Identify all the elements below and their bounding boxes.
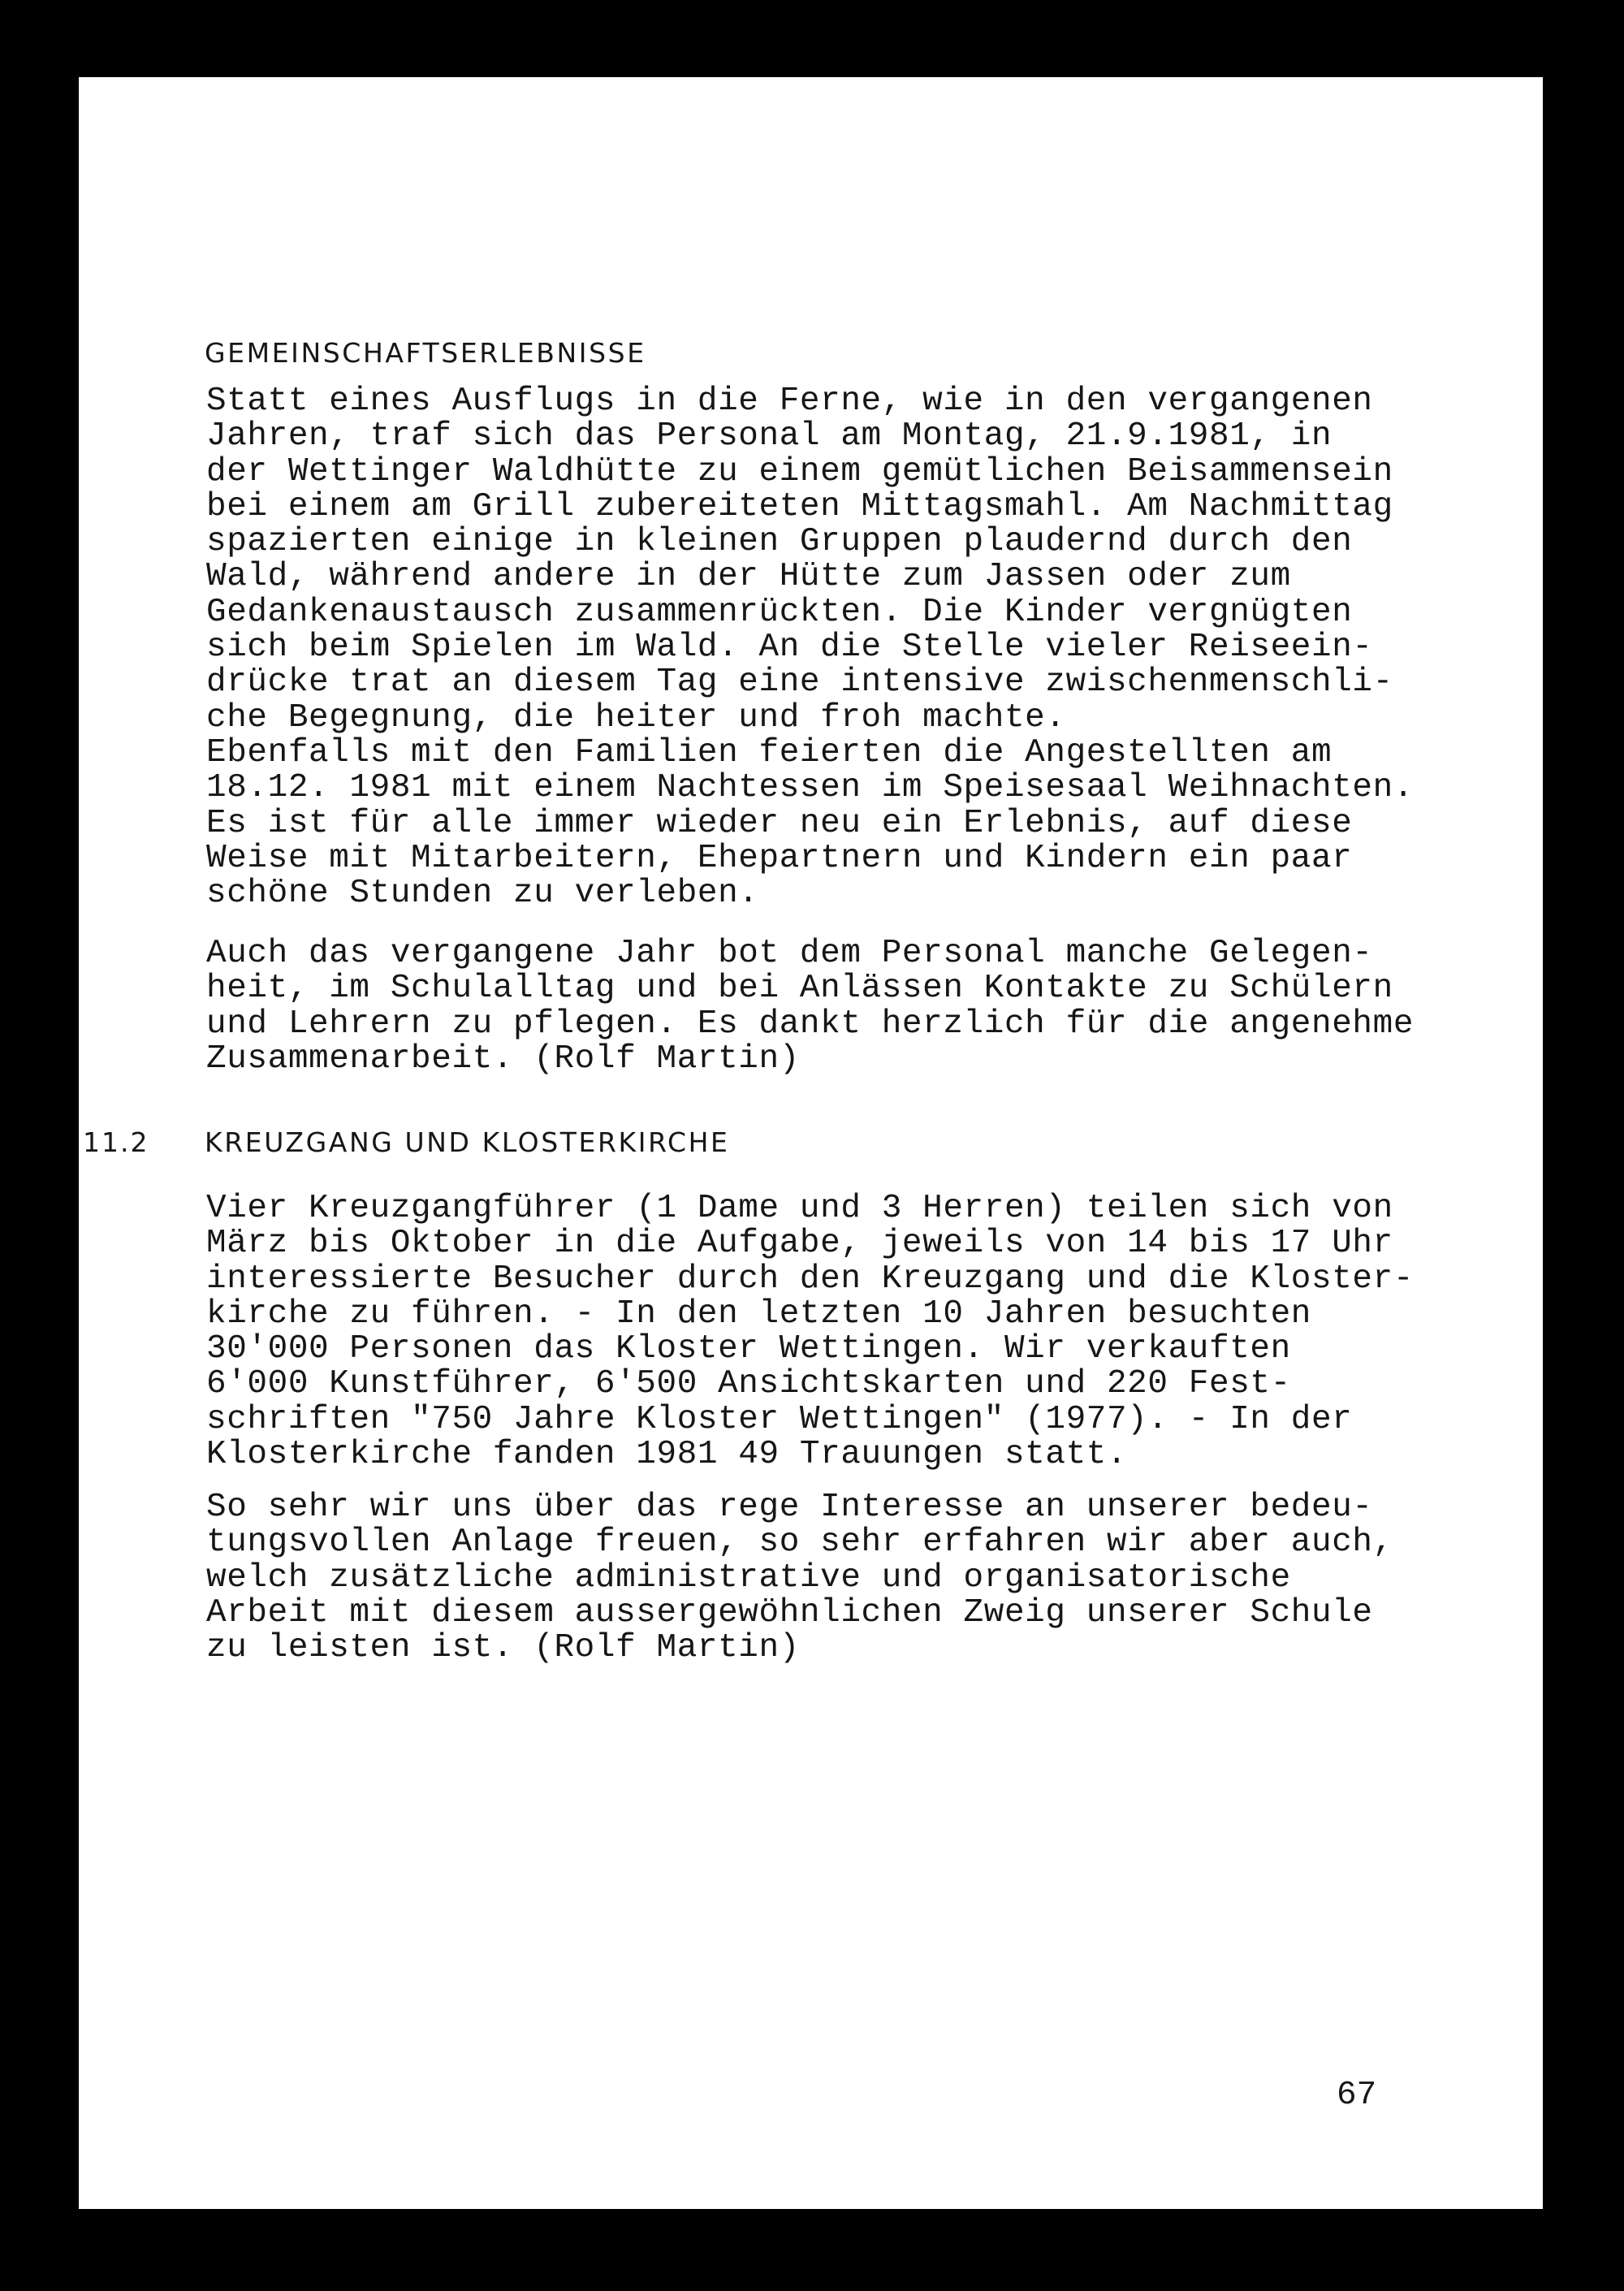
text-line: Arbeit mit diesem aussergewöhnlichen Zweig unserer Schule — [206, 1593, 1373, 1632]
text-line: Zusammenarbeit. (Rolf Martin) — [206, 1040, 800, 1078]
text-line: 6'000 Kunstführer, 6'500 Ansichtskarten und 220 Fest- — [206, 1365, 1291, 1403]
text-line: der Wettinger Waldhütte zu einem gemütlichen Beisammensein — [206, 452, 1393, 491]
text-line: So sehr wir uns über das rege Interesse an unserer bedeu- — [206, 1489, 1373, 1526]
text-line: sich beim Spielen im Wald. An die Stelle vieler Reiseein- — [206, 629, 1373, 667]
text-line: 18.12. 1981 mit einem Nachtessen im Speisesaal Weihnachten. — [206, 769, 1415, 807]
text-line: tungsvollen Anlage freuen, so sehr erfahren wir aber auch, — [206, 1524, 1393, 1562]
text-line: 30'000 Personen das Kloster Wettingen. Wir verkauften — [206, 1330, 1291, 1368]
text-line: Auch das vergangene Jahr bot dem Personal manche Gelegen- — [206, 935, 1373, 972]
page-number: 67 — [1337, 2077, 1377, 2114]
section-heading-kreuzgang: KREUZGANG UND KLOSTERKIRCHE — [205, 1126, 730, 1158]
text-line: che Begegnung, die heiter und froh machte. — [206, 698, 1066, 737]
text-line: März bis Oktober in die Aufgabe, jeweils von 14 bis 17 Uhr — [206, 1225, 1393, 1263]
text-line: Es ist für alle immer wieder neu ein Erlebnis, auf diese — [206, 804, 1353, 842]
text-line: und Lehrern zu pflegen. Es dankt herzlich für die angenehme — [206, 1005, 1415, 1043]
text-line: zu leisten ist. (Rolf Martin) — [206, 1629, 800, 1667]
text-line: schöne Stunden zu verleben. — [206, 875, 759, 913]
text-line: schriften "750 Jahre Kloster Wettingen" (1977). - In der — [206, 1400, 1353, 1438]
text-line: Wald, während andere in der Hütte zum Jassen oder zum — [206, 558, 1291, 596]
paragraph-kreuzgang-2 — [206, 1490, 1393, 1666]
paragraph-gemeinschaft-2 — [206, 936, 1414, 1077]
text-line: Statt eines Ausflugs in die Ferne, wie in den vergangenen — [206, 383, 1373, 420]
text-line: bei einem am Grill zubereiteten Mittagsmahl. Am Nachmittag — [206, 487, 1393, 525]
text-line: drücke trat an diesem Tag eine intensive zwischenmenschli- — [206, 664, 1393, 702]
section-number: 11.2 — [83, 1126, 149, 1158]
paragraph-kreuzgang-1 — [206, 1191, 1414, 1472]
text-line: Jahren, traf sich das Personal am Montag, 21.9.1981, in — [206, 417, 1332, 456]
section-heading-gemeinschaftserlebnisse: GEMEINSCHAFTSERLEBNISSE — [205, 337, 646, 369]
text-line: Weise mit Mitarbeitern, Ehepartnern und Kindern ein paar — [206, 839, 1353, 877]
paragraph-gemeinschaft-1 — [206, 384, 1414, 911]
text-line: kirche zu führen. - In den letzten 10 Jahren besuchten — [206, 1295, 1312, 1333]
text-line: Vier Kreuzgangführer (1 Dame und 3 Herren) teilen sich von — [206, 1190, 1393, 1227]
text-line: Gedankenaustausch zusammenrückten. Die Kinder vergnügten — [206, 593, 1353, 631]
text-line: spazierten einige in kleinen Gruppen plaudernd durch den — [206, 523, 1353, 561]
text-line: Ebenfalls mit den Familien feierten die Angestellten am — [206, 733, 1332, 772]
text-line: Klosterkirche fanden 1981 49 Trauungen statt. — [206, 1436, 1128, 1474]
text-line: welch zusätzliche administrative und organisatorische — [206, 1558, 1291, 1597]
document-page — [79, 77, 1543, 2209]
text-line: heit, im Schulalltag und bei Anlässen Kontakte zu Schülern — [206, 970, 1393, 1008]
text-line: interessierte Besucher durch den Kreuzgang und die Kloster- — [206, 1260, 1415, 1298]
